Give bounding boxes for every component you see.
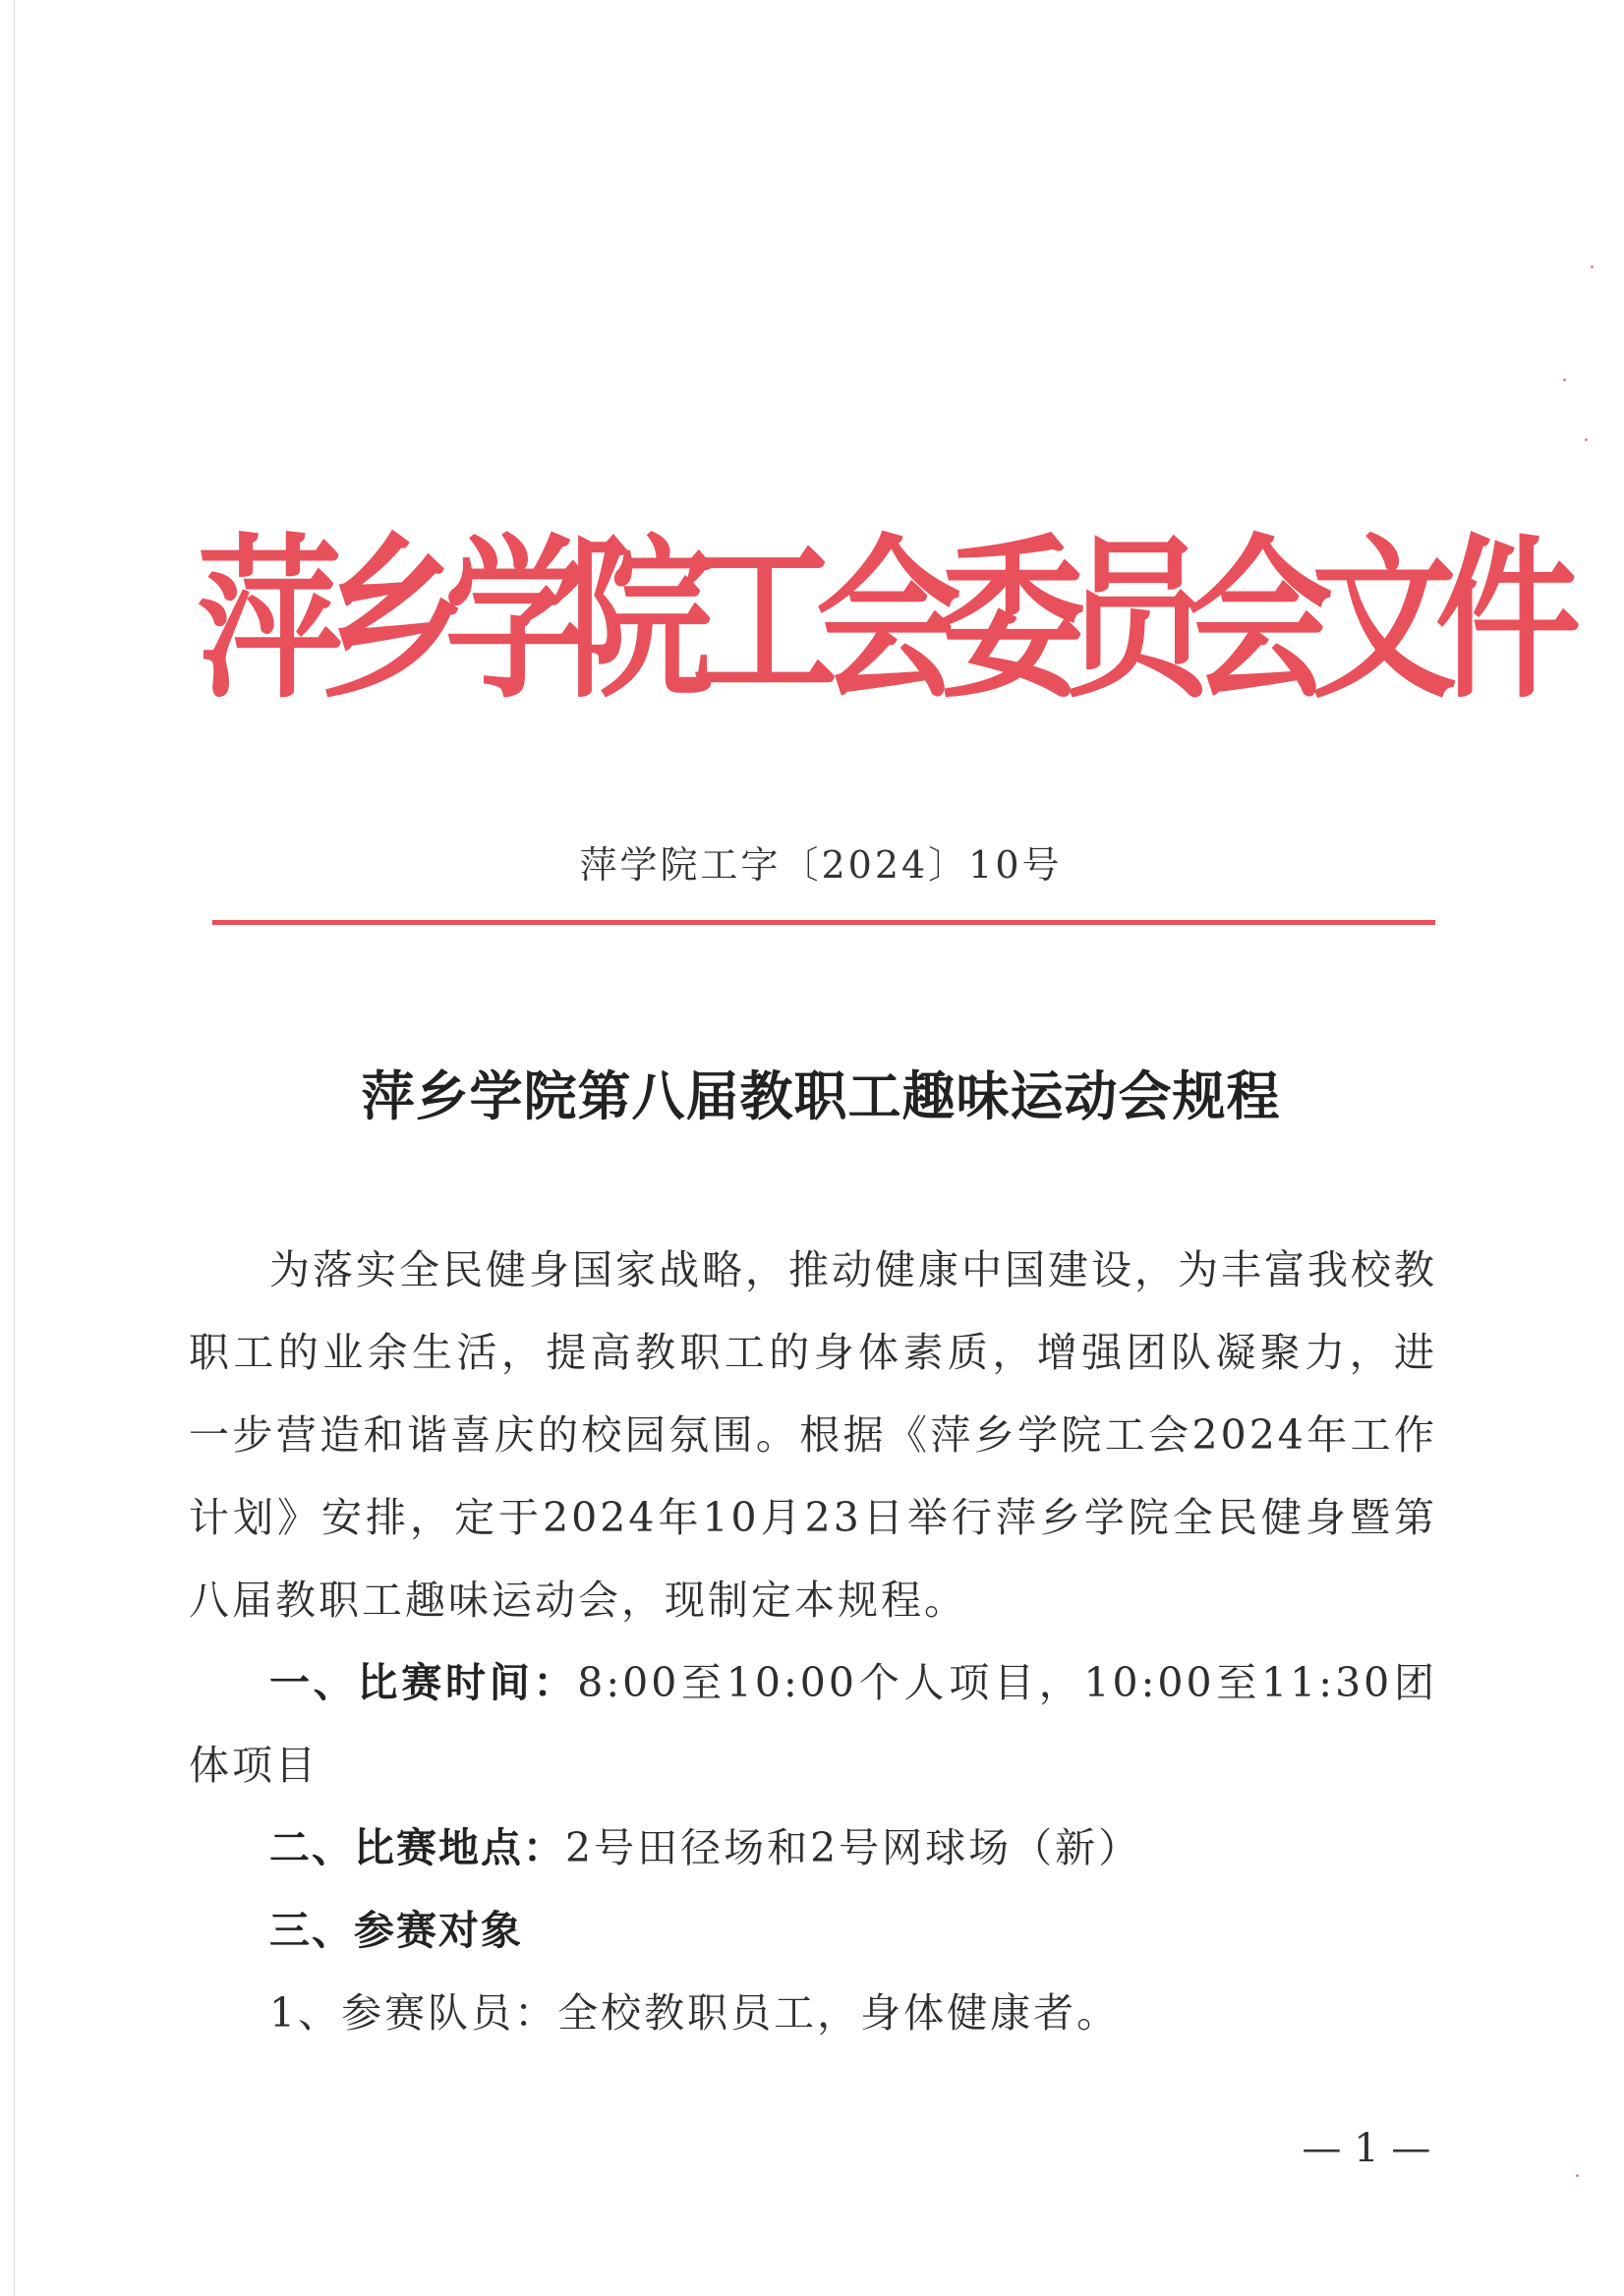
section-venue-heading: 二、比赛地点： <box>269 1824 565 1871</box>
red-separator-rule <box>212 920 1435 925</box>
document-number: 萍学院工字〔2024〕10号 <box>579 843 1063 887</box>
section-time-text: 8:00至10:00个人项目，10:00至11:30团体项目 <box>189 1659 1437 1789</box>
section-time-heading: 一、比赛时间： <box>269 1659 578 1706</box>
document-masthead: 萍乡学院工会委员会文件 <box>197 516 1559 722</box>
section-participants-heading: 三、参赛对象 <box>269 1907 523 1954</box>
scan-speck <box>1576 2174 1579 2177</box>
scan-speck <box>1563 378 1566 381</box>
intro-paragraph: 为落实全民健身国家战略，推动健康中国建设，为丰富我校教职工的业余生活，提高教职工的身体素质，增强团队凝聚力，进一步营造和谐喜庆的校园氛围。根据《萍乡学院工会2024年工作计划》安排，定于2024年10月23日举行萍乡学院全民健身暨第八届教职工趣味运动会，现制定本规程。 <box>189 1246 1437 1624</box>
participants-item-1: 1、参赛队员：全校教职员工，身体健康者。 <box>269 1989 1121 2037</box>
section-time <box>189 1641 1437 1807</box>
page-edge-line <box>14 0 15 2296</box>
section-venue-text: 2号田径场和2号网球场（新） <box>565 1824 1142 1871</box>
scan-speck <box>1591 265 1594 268</box>
document-body <box>189 1229 1437 2054</box>
section-participants <box>189 1889 1437 1972</box>
document-title: 萍乡学院第八届教职工趣味运动会规程 <box>361 1064 1281 1127</box>
section-venue <box>189 1807 1437 1889</box>
page-number: — 1 — <box>1302 2126 1431 2171</box>
scan-speck <box>1585 438 1588 441</box>
